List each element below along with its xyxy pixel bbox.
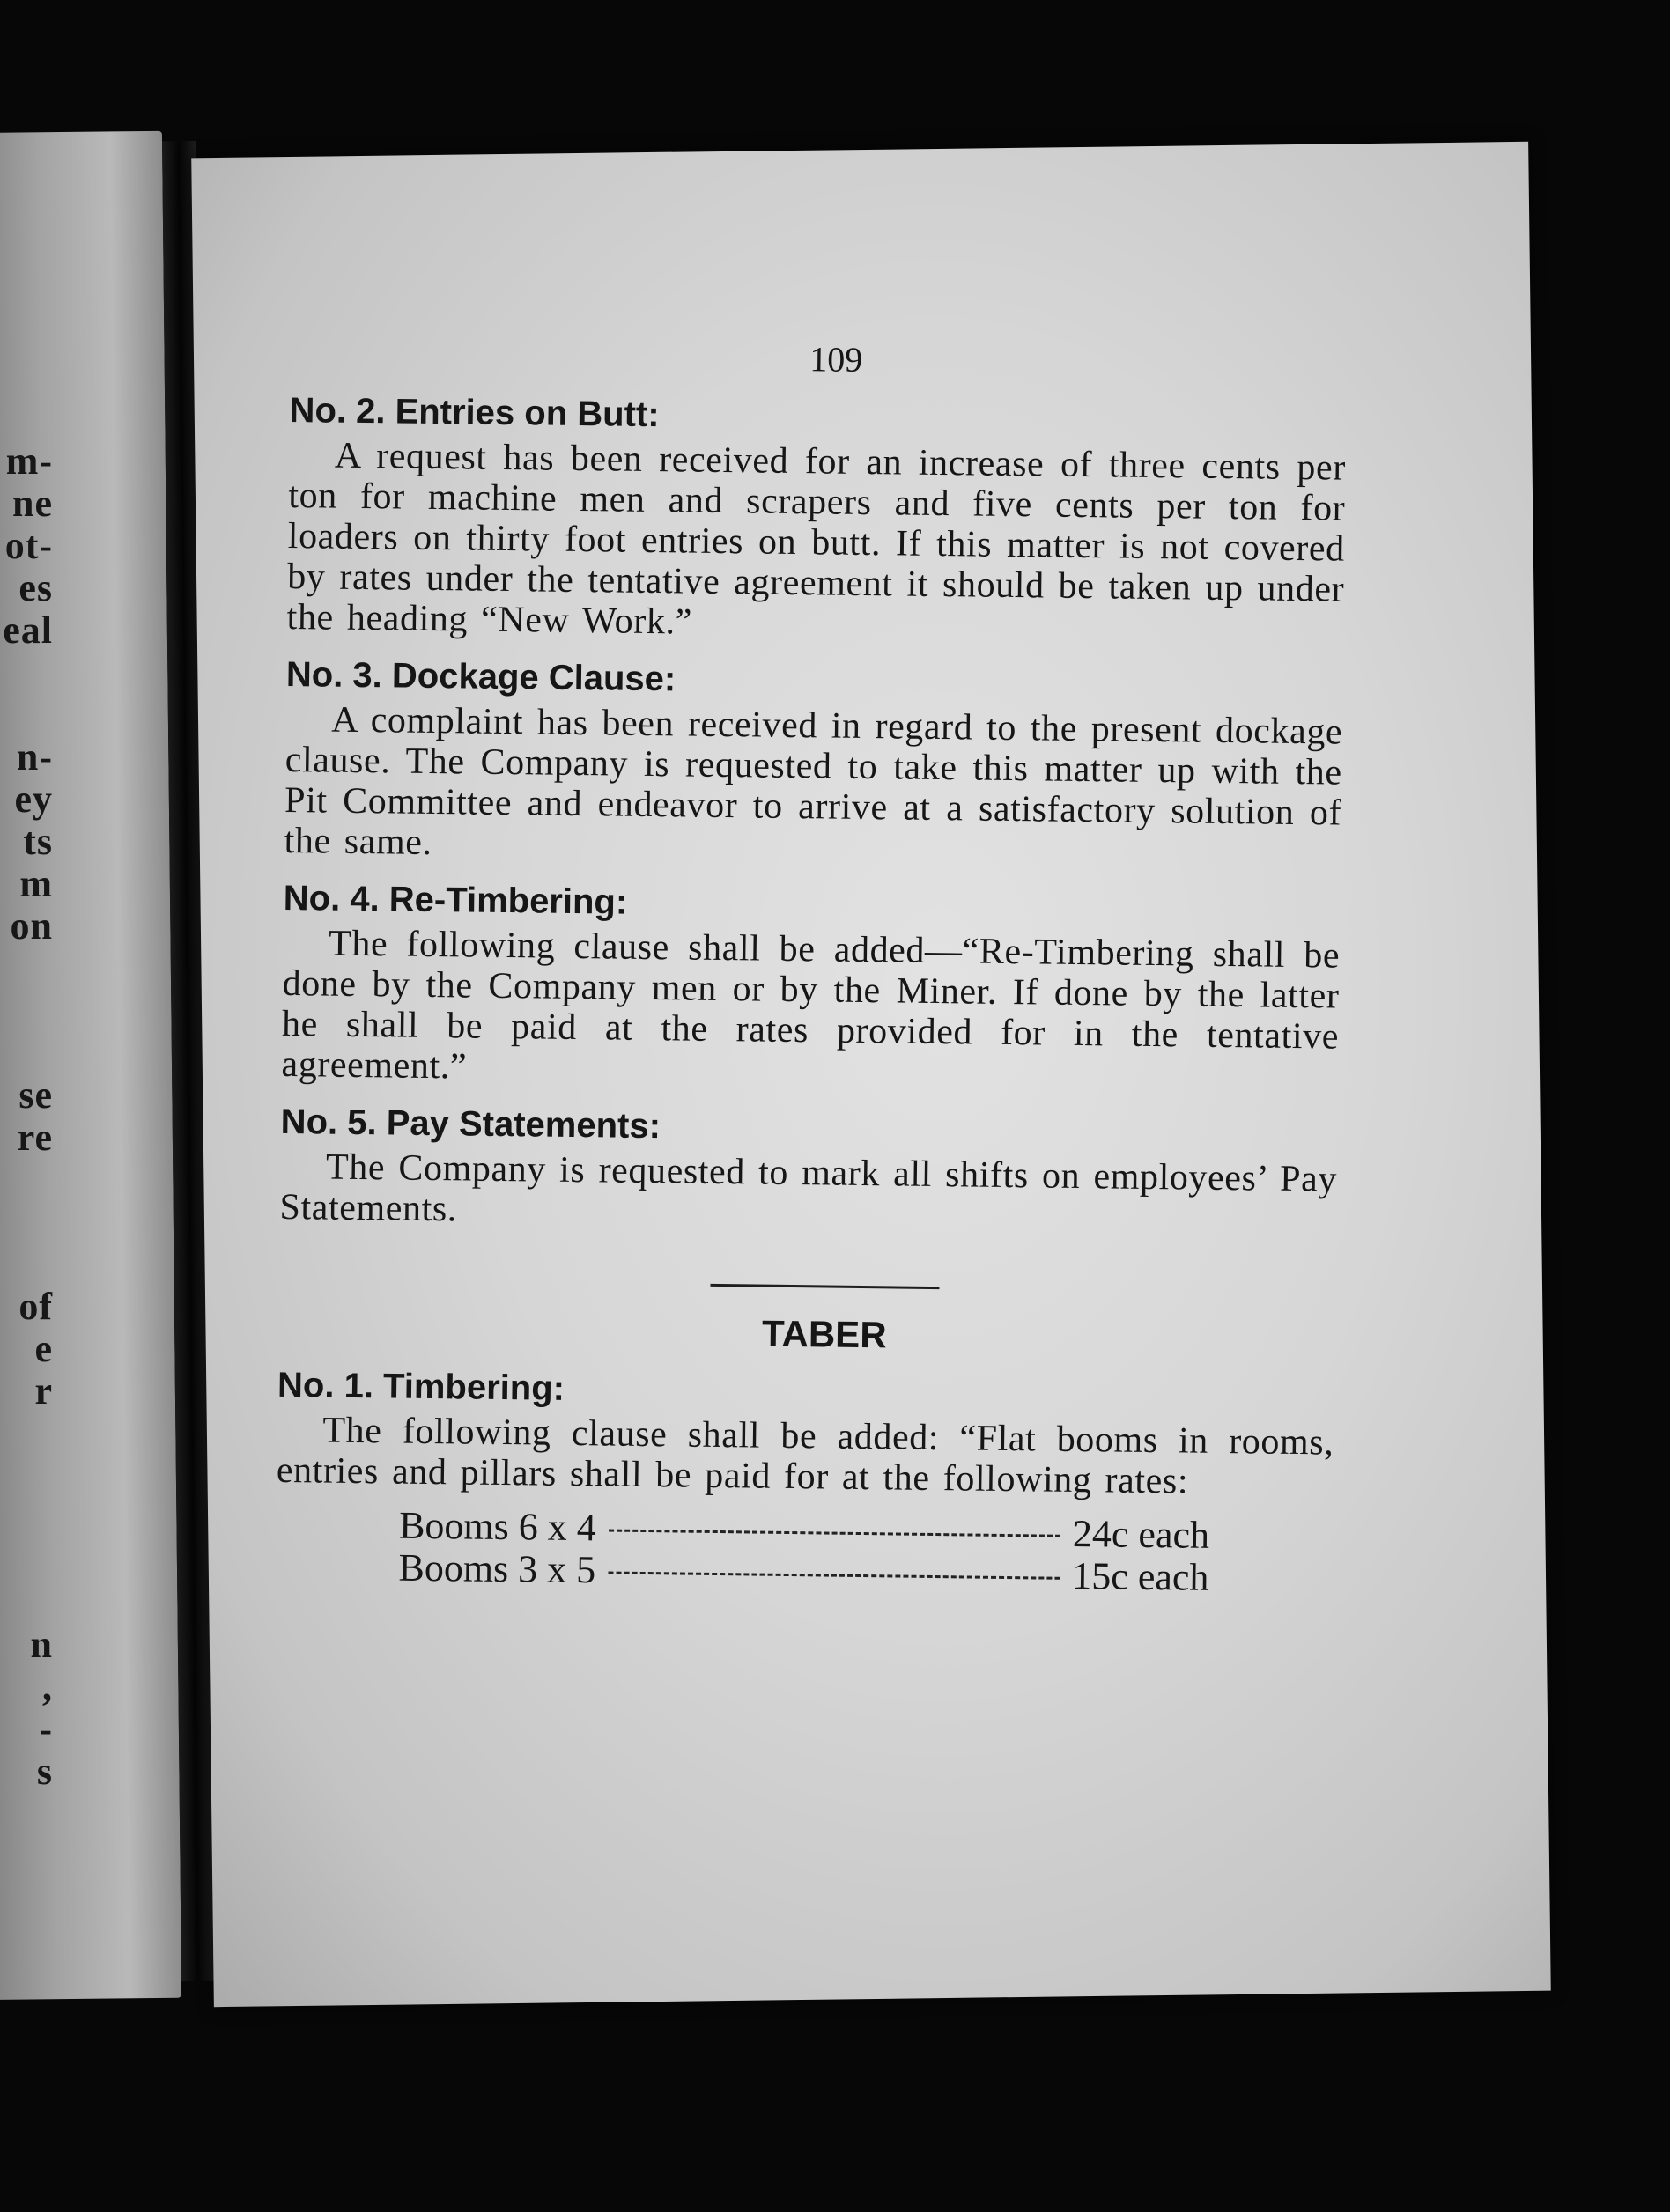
facing-line: [0, 1032, 53, 1074]
facing-line: [0, 1539, 53, 1582]
facing-line: [0, 652, 53, 694]
rates-list: [398, 1505, 1209, 1599]
section-heading-timbering: No. 1. Timbering:: [277, 1365, 565, 1408]
facing-line: m-: [5, 440, 53, 483]
facing-line: -: [39, 1708, 53, 1751]
rate-row: [398, 1547, 1209, 1599]
rate-item: Booms 6 x 4: [398, 1503, 597, 1550]
section-text-timbering: The following clause shall be added: “Flat booms in rooms, entries and pillars shall be paid for at the following rates:: [276, 1410, 1334, 1502]
facing-line: ,: [42, 1666, 53, 1708]
facing-line: eal: [3, 609, 53, 652]
facing-line: ey: [14, 778, 53, 821]
facing-line: [0, 1582, 53, 1624]
facing-line: n: [30, 1624, 53, 1666]
rate-item: Booms 3 x 5: [398, 1545, 596, 1592]
facing-line: es: [18, 567, 53, 609]
dash-leader: [609, 1530, 1060, 1537]
facing-line: ot-: [4, 525, 53, 567]
section-heading-entries-on-butt: No. 2. Entries on Butt:: [289, 390, 660, 435]
facing-line: [0, 1159, 53, 1201]
dash-leader: [608, 1572, 1060, 1580]
facing-line: se: [18, 1074, 53, 1117]
taber-title: TABER: [761, 1312, 887, 1356]
facing-line: [0, 694, 53, 736]
rate-price: 15c each: [1072, 1553, 1209, 1599]
section-divider: [710, 1284, 939, 1289]
book-page: [191, 142, 1551, 2007]
page-number: 109: [809, 339, 863, 380]
facing-line: [0, 990, 53, 1032]
facing-line: of: [18, 1286, 53, 1328]
facing-line: [0, 1201, 53, 1243]
section-heading-dockage-clause: No. 3. Dockage Clause:: [285, 654, 676, 699]
rate-price: 24c each: [1072, 1511, 1210, 1557]
section-text-pay-statements: The Company is requested to mark all shifts on employees’ Pay Statements.: [279, 1147, 1338, 1230]
facing-line: [0, 1497, 53, 1539]
facing-line: e: [34, 1328, 53, 1370]
facing-line: [0, 1243, 53, 1286]
facing-line: n-: [16, 736, 53, 778]
section-heading-pay-statements: No. 5. Pay Statements:: [280, 1102, 661, 1147]
facing-line: [0, 1412, 53, 1455]
facing-line: [0, 947, 53, 990]
section-heading-re-timbering: No. 4. Re-Timbering:: [283, 878, 628, 922]
facing-line: re: [17, 1117, 53, 1159]
facing-line: [0, 1455, 53, 1497]
facing-line: s: [36, 1751, 53, 1793]
section-text-dockage-clause: A complaint has been received in regard to the present dockage clause. The Company is requested to take this matter up with the Pit Committee and endeavor to arrive at a satisfactory solution of the same.: [284, 699, 1343, 864]
facing-line: m: [19, 863, 53, 905]
facing-line: ts: [23, 821, 53, 863]
facing-line: ne: [12, 483, 53, 525]
page-content: [275, 333, 1347, 1601]
facing-line: on: [10, 905, 53, 947]
facing-line: r: [34, 1370, 53, 1412]
section-text-entries-on-butt: A request has been received for an increase of three cents per ton for machine men and scrapers and five cents per ton for loaders on thirty foot entries on butt. If this matter is not covered by rates under the tentative agreement it should be taken up under the heading “New Work.”: [286, 435, 1347, 643]
section-text-re-timbering: The following clause shall be added—“Re-Timbering shall be done by the Company men or by the Miner. If done by the latter he shall be paid at the rates provided for in the tentative agreement.”: [281, 923, 1341, 1088]
facing-page-text: [0, 440, 53, 1793]
